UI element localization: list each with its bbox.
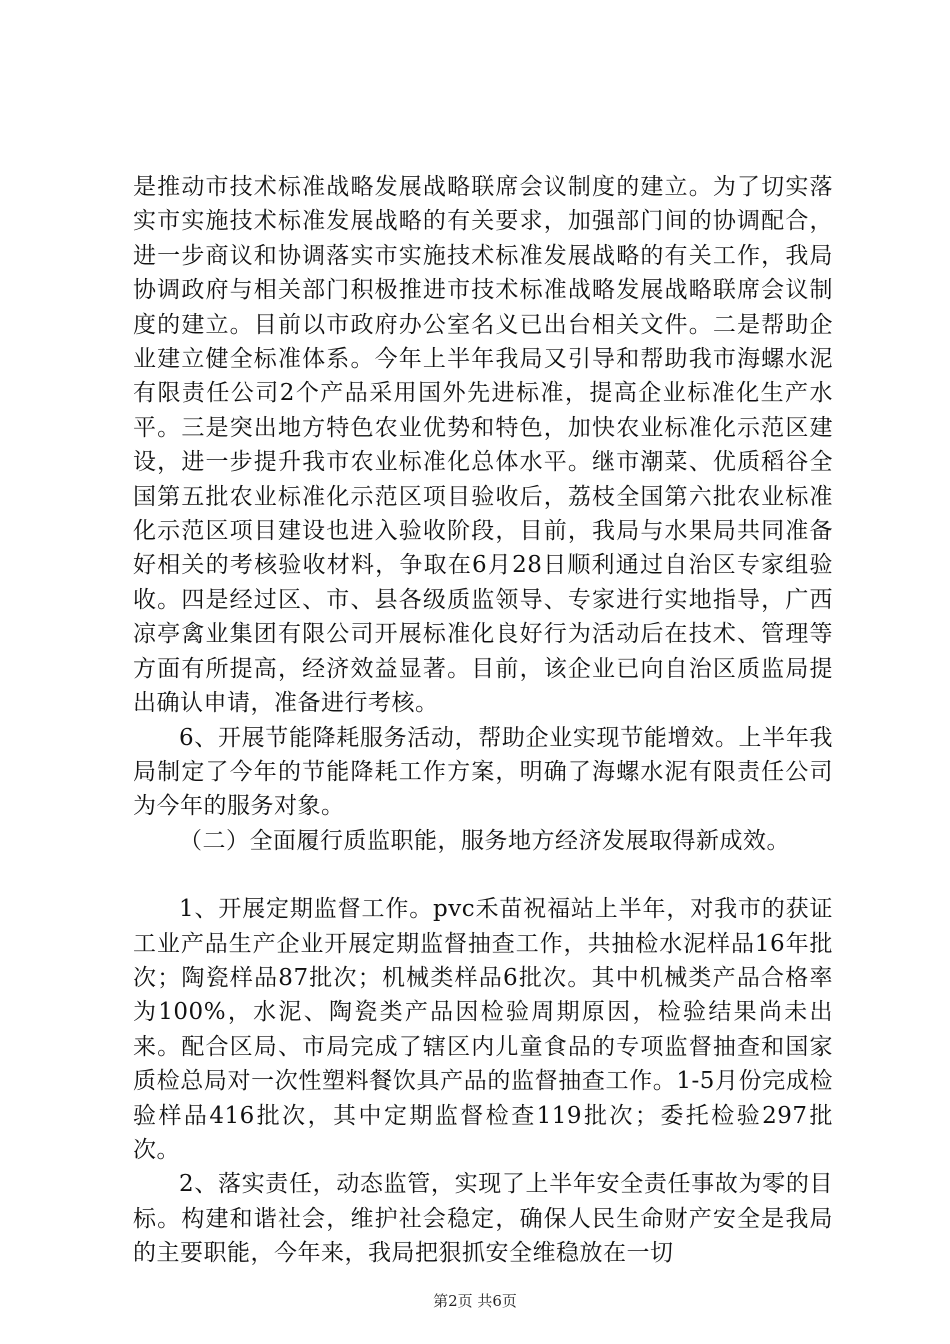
paragraph-energy-saving: 6、开展节能降耗服务活动，帮助企业实现节能增效。上半年我局制定了今年的节能降耗工作方案，明确了海螺水泥有限责任公司为今年的服务对象。 — [133, 724, 833, 820]
paragraph-spacer — [133, 858, 833, 892]
paragraph-standards-strategy: 是推动市技术标准战略发展战略联席会议制度的建立。为了切实落实市实施技术标准发展战略的有关要求，加强部门间的协调配合，进一步商议和协调落实市实施技术标准发展战略的有关工作，我局协调政府与相关部门积极推进市技术标准战略发展战略联席会议制度的建立。目前以市政府办公室名义已出台相关文件。二是帮助企业建立健全标准体系。今年上半年我局又引导和帮助我市海螺水泥有限责任公司2个产品采用国外先进标准，提高企业标准化生产水平。三是突出地方特色农业优势和特色，加快农业标准化示范区建设，进一步提升我市农业标准化总体水平。继市潮菜、优质稻谷全国第五批农业标准化示范区项目验收后，荔枝全国第六批农业标准化示范区项目建设也进入验收阶段，目前，我局与水果局共同准备好相关的考核验收材料，争取在6月28日顺利通过自治区专家组验收。四是经过区、市、县各级质监领导、专家进行实地指导，广西凉亭禽业集团有限公司开展标准化良好行为活动后在技术、管理等方面有所提高，经济效益显著。目前，该企业已向自治区质监局提出确认申请，准备进行考核。 — [133, 174, 833, 717]
paragraph-periodic-supervision: 1、开展定期监督工作。pvc禾苗祝福站上半年，对我市的获证工业产品生产企业开展定期监督抽查工作，共抽检水泥样品16年批次；陶瓷样品87批次；机械类样品6批次。其中机械类产品合格率为100%，水泥、陶瓷类产品因检验周期原因，检验结果尚未出来。配合区局、市局完成了辖区内儿童食品的专项监督抽查和国家质检总局对一次性塑料餐饮具产品的监督抽查工作。1-5月份完成检验样品416批次，其中定期监督检查119批次；委托检验297批次。 — [133, 896, 833, 1163]
section-heading-quality-supervision: （二）全面履行质监职能，服务地方经济发展取得新成效。 — [179, 827, 790, 854]
paragraph-safety-responsibility: 2、落实责任，动态监管，实现了上半年安全责任事故为零的目标。构建和谐社会，维护社会稳定，确保人民生命财产安全是我局的主要职能，今年来，我局把狠抓安全维稳放在一切 — [133, 1171, 833, 1267]
page-number-footer: 第2页 共6页 — [433, 1292, 517, 1310]
document-body — [133, 170, 833, 1271]
